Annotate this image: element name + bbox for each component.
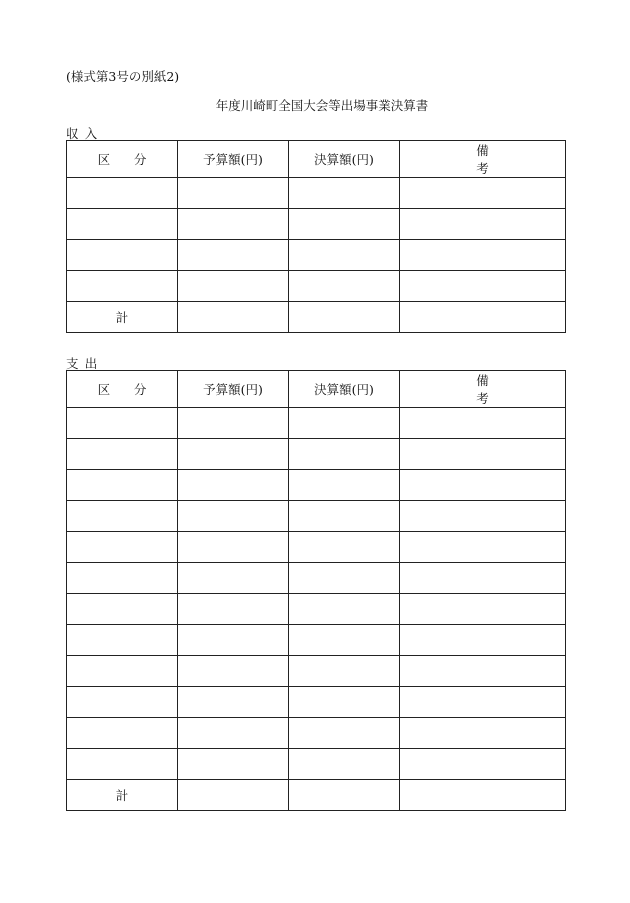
category-cell[interactable] [67, 563, 178, 594]
table-row [67, 563, 566, 594]
header-budget: 予算額(円) [178, 141, 289, 178]
table-row [67, 209, 566, 240]
table-row [67, 687, 566, 718]
category-cell[interactable] [67, 687, 178, 718]
category-cell[interactable] [67, 656, 178, 687]
header-category: 区分 [67, 141, 178, 178]
category-cell[interactable] [67, 501, 178, 532]
budget-cell[interactable] [178, 687, 289, 718]
remarks-cell[interactable] [400, 209, 566, 240]
total-settlement-cell[interactable] [289, 780, 400, 811]
total-remarks-cell[interactable] [400, 780, 566, 811]
table-row [67, 656, 566, 687]
table-row [67, 470, 566, 501]
header-remarks: 備考 [400, 141, 566, 178]
remarks-cell[interactable] [400, 656, 566, 687]
remarks-cell[interactable] [400, 240, 566, 271]
settlement-cell[interactable] [289, 501, 400, 532]
remarks-cell[interactable] [400, 501, 566, 532]
expense-section-label: 支出 [66, 356, 104, 371]
table-header-row [67, 371, 566, 408]
settlement-cell[interactable] [289, 532, 400, 563]
budget-cell[interactable] [178, 240, 289, 271]
expense-table-body [67, 371, 566, 811]
form-reference: (様式第3号の別紙2) [66, 69, 180, 84]
table-row [67, 240, 566, 271]
total-label: 計 [67, 302, 178, 333]
remarks-cell[interactable] [400, 749, 566, 780]
category-cell[interactable] [67, 594, 178, 625]
settlement-cell[interactable] [289, 718, 400, 749]
settlement-cell[interactable] [289, 749, 400, 780]
settlement-cell[interactable] [289, 594, 400, 625]
category-cell[interactable] [67, 532, 178, 563]
budget-cell[interactable] [178, 532, 289, 563]
table-row [67, 718, 566, 749]
total-row [67, 302, 566, 333]
table-header-row [67, 141, 566, 178]
total-budget-cell[interactable] [178, 302, 289, 333]
table-row [67, 271, 566, 302]
header-remarks: 備考 [400, 371, 566, 408]
settlement-cell[interactable] [289, 470, 400, 501]
remarks-cell[interactable] [400, 439, 566, 470]
total-remarks-cell[interactable] [400, 302, 566, 333]
category-cell[interactable] [67, 271, 178, 302]
remarks-cell[interactable] [400, 408, 566, 439]
category-cell[interactable] [67, 178, 178, 209]
budget-cell[interactable] [178, 563, 289, 594]
category-cell[interactable] [67, 209, 178, 240]
table-row [67, 408, 566, 439]
table-row [67, 439, 566, 470]
remarks-cell[interactable] [400, 470, 566, 501]
total-budget-cell[interactable] [178, 780, 289, 811]
budget-cell[interactable] [178, 271, 289, 302]
document-title: 年度川崎町全国大会等出場事業決算書 [215, 98, 429, 113]
remarks-cell[interactable] [400, 718, 566, 749]
budget-cell[interactable] [178, 625, 289, 656]
header-category: 区分 [67, 371, 178, 408]
budget-cell[interactable] [178, 408, 289, 439]
settlement-cell[interactable] [289, 209, 400, 240]
remarks-cell[interactable] [400, 271, 566, 302]
category-cell[interactable] [67, 749, 178, 780]
total-settlement-cell[interactable] [289, 302, 400, 333]
total-row [67, 780, 566, 811]
header-settlement: 決算額(円) [289, 141, 400, 178]
settlement-cell[interactable] [289, 687, 400, 718]
settlement-cell[interactable] [289, 439, 400, 470]
header-settlement: 決算額(円) [289, 371, 400, 408]
category-cell[interactable] [67, 408, 178, 439]
budget-cell[interactable] [178, 470, 289, 501]
table-row [67, 749, 566, 780]
table-row [67, 178, 566, 209]
remarks-cell[interactable] [400, 687, 566, 718]
budget-cell[interactable] [178, 209, 289, 240]
budget-cell[interactable] [178, 749, 289, 780]
total-label: 計 [67, 780, 178, 811]
expense-table [66, 370, 566, 811]
settlement-cell[interactable] [289, 178, 400, 209]
income-section-label: 収入 [66, 126, 104, 141]
category-cell[interactable] [67, 718, 178, 749]
table-row [67, 501, 566, 532]
remarks-cell[interactable] [400, 178, 566, 209]
income-table-body [67, 141, 566, 333]
remarks-cell[interactable] [400, 532, 566, 563]
budget-cell[interactable] [178, 594, 289, 625]
category-cell[interactable] [67, 439, 178, 470]
settlement-cell[interactable] [289, 408, 400, 439]
table-row [67, 532, 566, 563]
category-cell[interactable] [67, 470, 178, 501]
category-cell[interactable] [67, 240, 178, 271]
settlement-cell[interactable] [289, 240, 400, 271]
remarks-cell[interactable] [400, 625, 566, 656]
income-table [66, 140, 566, 333]
header-budget: 予算額(円) [178, 371, 289, 408]
remarks-cell[interactable] [400, 563, 566, 594]
budget-cell[interactable] [178, 656, 289, 687]
budget-cell[interactable] [178, 178, 289, 209]
table-row [67, 625, 566, 656]
remarks-cell[interactable] [400, 594, 566, 625]
budget-cell[interactable] [178, 439, 289, 470]
settlement-cell[interactable] [289, 563, 400, 594]
settlement-cell[interactable] [289, 625, 400, 656]
table-row [67, 594, 566, 625]
budget-cell[interactable] [178, 501, 289, 532]
settlement-cell[interactable] [289, 271, 400, 302]
category-cell[interactable] [67, 625, 178, 656]
budget-cell[interactable] [178, 718, 289, 749]
settlement-cell[interactable] [289, 656, 400, 687]
